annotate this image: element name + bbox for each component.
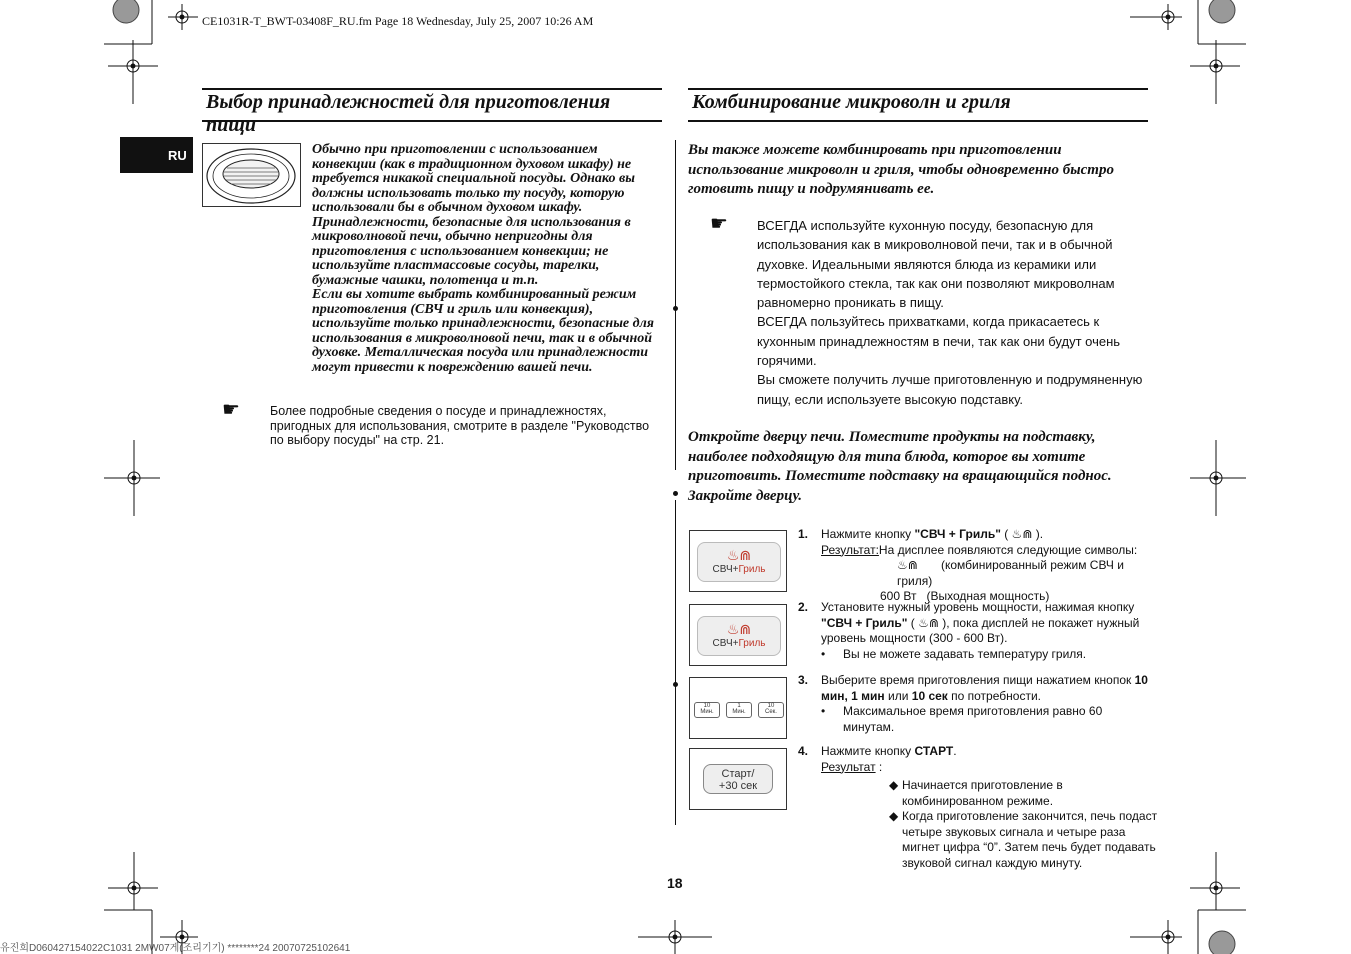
step-text: Установите нужный уровень мощности, нажимая кнопку: [821, 600, 1135, 614]
right-note: Вы сможете получить лучше приготовленную и подрумяненную пищу, если используете высокую подставку.: [757, 372, 1143, 407]
pointing-hand-icon: ☛: [710, 213, 728, 235]
combo-label-a: СВЧ+: [712, 638, 739, 649]
language-tab: RU: [120, 137, 193, 173]
step-number: 1.: [798, 527, 809, 541]
step-text: Выберите время приготовления пищи нажатием кнопок: [821, 673, 1135, 687]
combo-button[interactable]: [697, 616, 781, 656]
page-number: 18: [667, 875, 683, 891]
step-bold: СТАРТ: [914, 744, 954, 758]
power-description: (Выходная мощность): [926, 589, 1050, 603]
start-button[interactable]: [703, 764, 773, 794]
right-section-title: Комбинирование микроволн и гриля: [688, 88, 1148, 122]
left-paragraph: Обычно при приготовлении с использованием конвекции (как в традиционном духовом шкафу) не требуется никакой специальной посуды. Однако вы должны использовать только ту посуду, которую использовали бы в обычном духовом шкафу.: [312, 142, 635, 215]
step-text: по потребности.: [947, 688, 1041, 703]
time-button-digits: 1: [737, 703, 741, 709]
combo-button-panel-1: [689, 530, 787, 592]
step-text: ( ♨⋒ ).: [1000, 527, 1044, 541]
right-note: ВСЕГДА используйте кухонную посуду, безопасную для использования как в микроволновой печи, так и в обычной духовке. Идеальными являются блюда из керамики или термостойкого стекла, так как они позволяют микроволнам равномерно проникать в пищу.: [757, 218, 1115, 311]
open-door-instruction: Откройте дверцу печи. Поместите продукты на подставку, наиболее подходящую для типа блюда, которое вы хотите приготовить. Поместите подставку на вращающийся поднос. Закройте дверцу.: [688, 429, 1112, 504]
start-label-2: +30 сек: [718, 780, 758, 792]
time-button-digits: 10: [767, 703, 775, 709]
start-label-1: Старт/: [721, 768, 755, 780]
symbol-description: (комбинированный режим СВЧ и гриля): [897, 558, 1124, 588]
start-button-panel: [689, 748, 787, 810]
ten-second-button[interactable]: [758, 702, 784, 718]
rack-icon: [203, 144, 300, 206]
combo-symbol: ♨⋒: [897, 558, 918, 572]
combo-label-b: Гриль: [738, 564, 766, 575]
right-notes: [757, 216, 1152, 409]
diamond-bullet-icon: ◆: [889, 809, 899, 823]
step-text: или: [884, 688, 912, 703]
step-4: 4. Нажмите кнопку СТАРТ. Результат : ◆ Начинается приготовление в комбинированном режиме. ◆ Когда приготовление закончится, печь подаст четыре звуковых сигнала и четыре раза мигнет цифра “0”. Затем печь будет подавать звуковой сигнал каждую минуту.: [798, 744, 1158, 870]
bullet-icon: •: [821, 704, 826, 718]
result-text: На дисплее появляются следующие символы:: [878, 542, 1138, 557]
step-number: 2.: [798, 600, 809, 614]
step-bold: "СВЧ + Гриль": [821, 615, 908, 630]
column-divider: [675, 140, 676, 470]
column-divider: [675, 500, 676, 825]
combo-label-b: Гриль: [738, 638, 766, 649]
time-button-unit: Мин.: [732, 709, 746, 715]
microwave-grill-icon: ♨⋒: [726, 621, 752, 637]
power-value: 600 Вт: [880, 589, 917, 603]
left-paragraph: Принадлежности, безопасные для использования в микроволновой печи, обычно непригодны для приготовления с использованием конвекции; не используйте пластмассовые сосуды, тарелки, бумажные чашки, полотенца и т.п.: [312, 214, 631, 288]
step-bold: 10 сек: [911, 688, 948, 703]
step-text: .: [953, 744, 957, 758]
diamond-bullet-icon: ◆: [889, 778, 899, 792]
divider-dot: [673, 682, 678, 687]
print-footer: 유진희D060427154022C1031 2MW07게(조리기기) ********24 20070725102641: [0, 943, 351, 954]
step-number: 4.: [798, 744, 809, 758]
right-intro-text: Вы также можете комбинировать при приготовлении использование микроволн и гриля, чтобы одновременно быстро готовить пищу и подрумянивать ее.: [688, 142, 1114, 197]
step-bullet: Максимальное время приготовления равно 60 минутам.: [843, 704, 1103, 734]
microwave-grill-icon: ♨⋒: [726, 547, 752, 563]
pointing-hand-icon: ☛: [222, 399, 240, 421]
bullet-icon: •: [821, 646, 826, 661]
ten-minute-button[interactable]: [694, 702, 720, 718]
divider-dot: [673, 306, 678, 311]
step-bold: 10 мин, 1 мин: [821, 673, 1148, 703]
step-2: [798, 600, 1158, 665]
left-intro-text: [312, 143, 664, 375]
grill-rack-illustration: [202, 143, 301, 207]
step-text: ( ♨⋒ ), пока дисплей не покажет нужный уровень мощности (300 - 600 Вт).: [821, 615, 1140, 645]
time-button-digits: 10: [703, 703, 711, 709]
result-label: Результат:: [821, 542, 879, 557]
left-note: Более подробные сведения о посуде и принадлежностях, пригодных для использования, смотрите в разделе "Руководство по выбору посуды" на стр. 21.: [270, 404, 650, 447]
step-1: [798, 527, 1158, 603]
file-header: CE1031R-T_BWT-03408F_RU.fm Page 18 Wednesday, July 25, 2007 10:26 AM: [202, 14, 594, 28]
left-section-title: Выбор принадлежностей для приготовления пищи: [202, 88, 662, 122]
result-item: Когда приготовление закончится, печь подаст четыре звуковых сигнала и четыре раза мигнет цифра “0”. Затем печь будет подавать звуковой сигнал каждую минуту.: [902, 809, 1158, 870]
result-item: Начинается приготовление в комбинированном режиме.: [902, 778, 1063, 808]
result-label: Результат: [821, 759, 876, 774]
time-button-unit: Сек.: [765, 709, 777, 715]
combo-button-panel-2: [689, 604, 787, 666]
step-text: Нажмите кнопку: [821, 527, 915, 541]
step-number: 3.: [798, 673, 809, 687]
combo-button[interactable]: [697, 542, 781, 582]
one-minute-button[interactable]: [726, 702, 752, 718]
step-bullet: Вы не можете задавать температуру гриля.: [843, 646, 1087, 661]
step-bold: "СВЧ + Гриль": [914, 527, 1001, 541]
combo-label-a: СВЧ+: [712, 564, 739, 575]
step-text: Нажмите кнопку: [821, 744, 915, 758]
time-button-unit: Мин.: [700, 709, 714, 715]
left-paragraph: Если вы хотите выбрать комбинированный режим приготовления (СВЧ и гриль или конвекция), используйте только принадлежности, безопасные для использования в микроволновой печи, так и в обычной духовке. Металлическая посуда или принадлежности могут привести к повреждению вашей печи.: [312, 287, 654, 375]
step-3: [798, 673, 1158, 738]
divider-dot: [673, 491, 678, 496]
right-note: ВСЕГДА пользуйтесь прихватками, когда прикасаетесь к кухонным принадлежностям в печи, так как они будут очень горячими.: [757, 314, 1121, 369]
time-buttons-panel: [689, 677, 787, 739]
